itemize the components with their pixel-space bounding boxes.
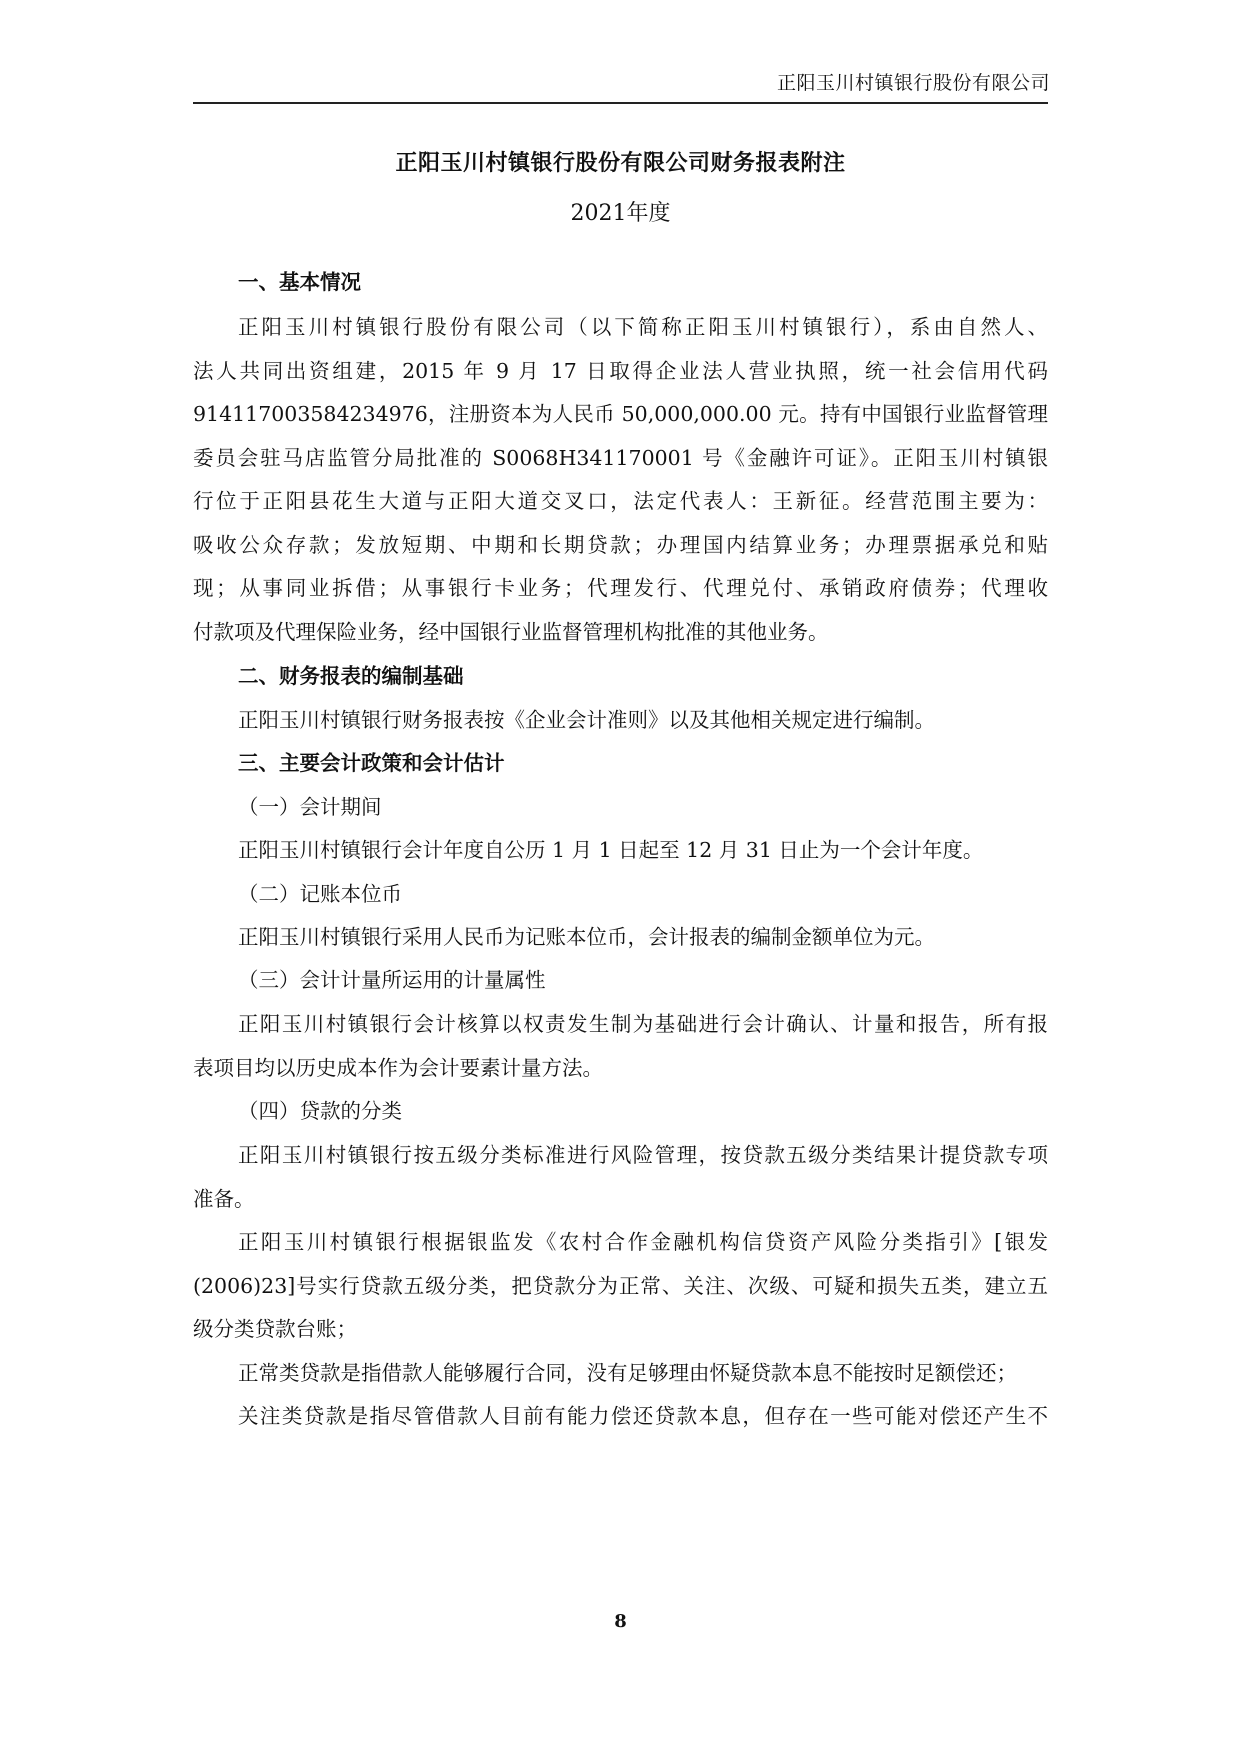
subsection4-para1-line: 正阳玉川村镇银行按五级分类标准进行风险管理，按贷款五级分类结果计提贷款专项 (238, 1143, 1048, 1167)
document-title: 正阳玉川村镇银行股份有限公司财务报表附注 (395, 150, 846, 176)
section2-text: 正阳玉川村镇银行财务报表按《企业会计准则》以及其他相关规定进行编制。 (238, 708, 935, 732)
subsection2-text: 正阳玉川村镇银行采用人民币为记账本位币，会计报表的编制金额单位为元。 (238, 925, 935, 949)
subsection3-line: 表项目均以历史成本作为会计要素计量方法。 (193, 1056, 603, 1080)
section1-line: 法人共同出资组建，2015 年 9 月 17 日取得企业法人营业执照，统一社会信用代码 (193, 359, 1048, 383)
section1-heading: 一、基本情况 (238, 270, 361, 294)
section1-line: 吸收公众存款；发放短期、中期和长期贷款；办理国内结算业务；办理票据承兑和贴 (193, 533, 1048, 557)
subsection1-heading: （一）会计期间 (238, 795, 382, 819)
subsection4-para2-line: 级分类贷款台账； (193, 1317, 357, 1341)
subsection4-para4: 关注类贷款是指尽管借款人目前有能力偿还贷款本息，但存在一些可能对偿还产生不 (238, 1404, 1048, 1428)
subsection4-para1-line: 准备。 (193, 1187, 255, 1211)
section1-line: 行位于正阳县花生大道与正阳大道交叉口，法定代表人：王新征。经营范围主要为： (193, 489, 1048, 513)
subsection2-heading: （二）记账本位币 (238, 882, 402, 906)
subsection4-para3: 正常类贷款是指借款人能够履行合同，没有足够理由怀疑贷款本息不能按时足额偿还； (238, 1361, 1017, 1385)
section1-line: 委员会驻马店监管分局批准的 S0068H341170001 号《金融许可证》。正阳玉川村镇银 (193, 446, 1048, 470)
document-subtitle: 2021年度 (570, 201, 671, 226)
subsection4-para2-line: (2006)23]号实行贷款五级分类，把贷款分为正常、关注、次级、可疑和损失五类，建立五 (193, 1274, 1048, 1298)
page-number: 8 (614, 1611, 627, 1632)
subsection4-para2-line: 正阳玉川村镇银行根据银监发《农村合作金融机构信贷资产风险分类指引》[银发 (238, 1230, 1048, 1254)
section2-heading: 二、财务报表的编制基础 (238, 664, 464, 688)
header-rule (193, 102, 1048, 104)
section3-heading: 三、主要会计政策和会计估计 (238, 751, 505, 775)
section1-line: 付款项及代理保险业务，经中国银行业监督管理机构批准的其他业务。 (193, 620, 829, 644)
running-header: 正阳玉川村镇银行股份有限公司 (776, 72, 1050, 94)
subsection1-text: 正阳玉川村镇银行会计年度自公历 1 月 1 日起至 12 月 31 日止为一个会计年度。 (238, 838, 984, 862)
section1-line: 正阳玉川村镇银行股份有限公司（以下简称正阳玉川村镇银行），系由自然人、 (238, 315, 1048, 339)
section1-line: 914117003584234976，注册资本为人民币 50,000,000.00 元。持有中国银行业监督管理 (193, 402, 1048, 426)
subsection3-heading: （三）会计计量所运用的计量属性 (238, 968, 546, 992)
section1-line: 现；从事同业拆借；从事银行卡业务；代理发行、代理兑付、承销政府债券；代理收 (193, 576, 1048, 600)
subsection4-heading: （四）贷款的分类 (238, 1099, 402, 1123)
subsection3-line: 正阳玉川村镇银行会计核算以权责发生制为基础进行会计确认、计量和报告，所有报 (238, 1012, 1048, 1036)
